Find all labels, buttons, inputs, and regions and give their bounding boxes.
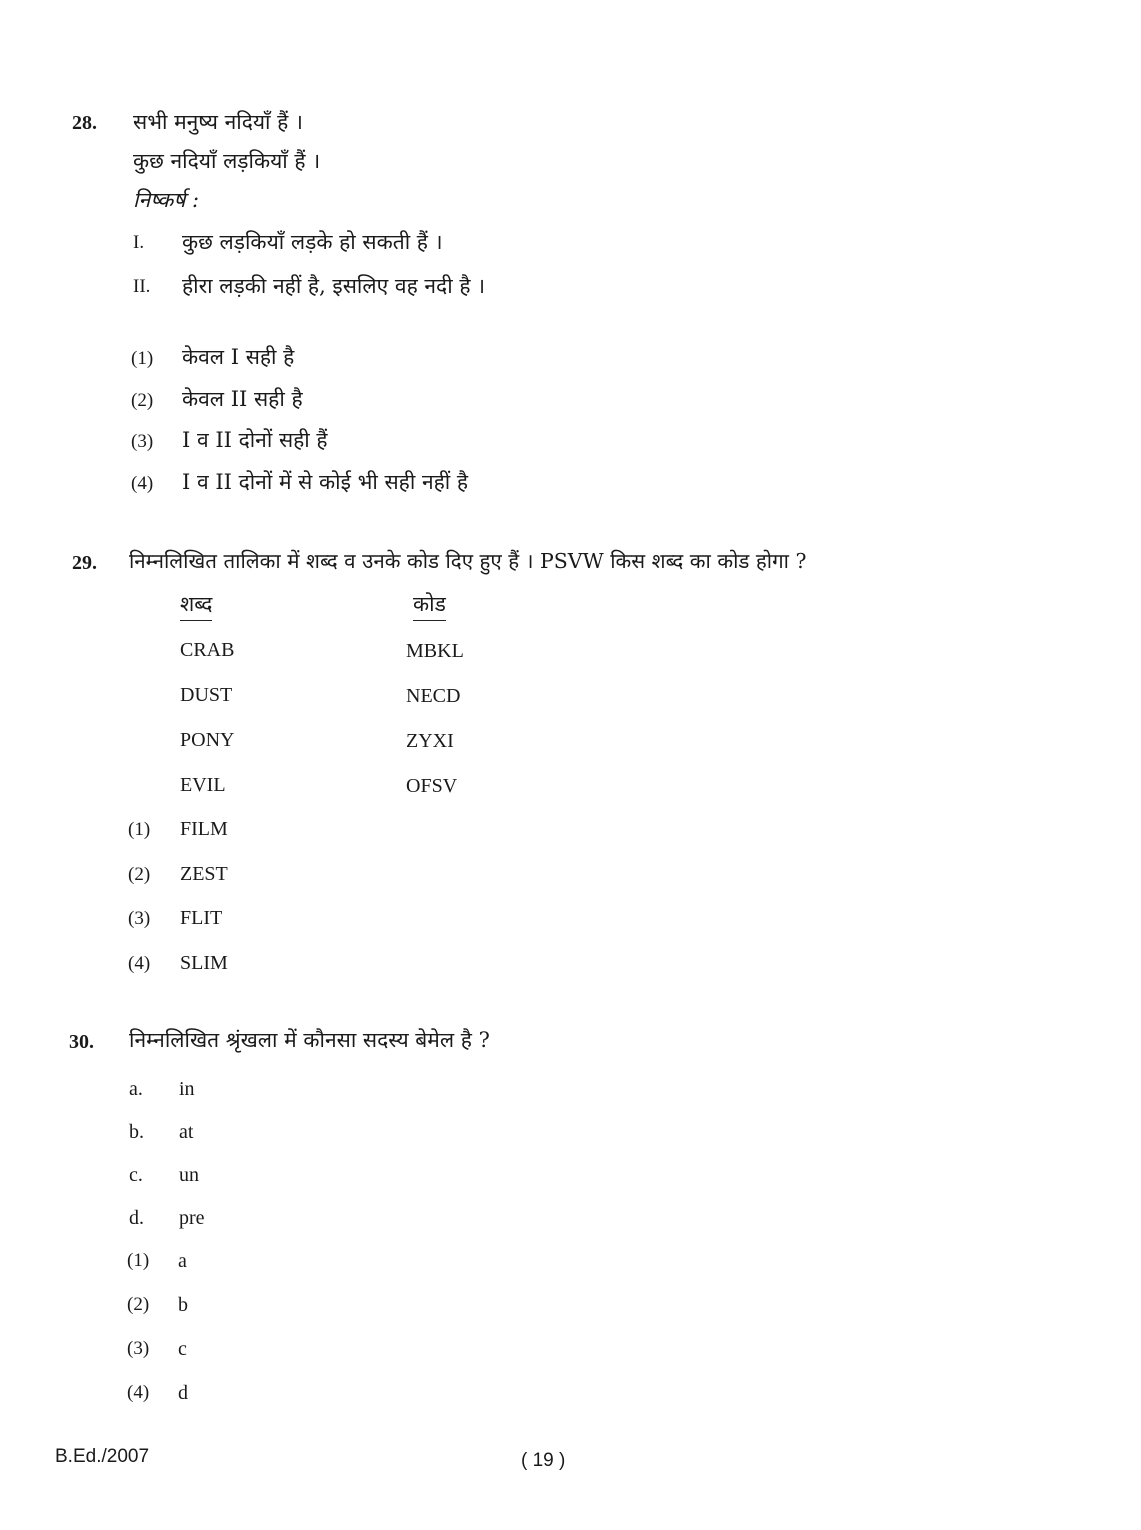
table-word: PONY <box>180 729 235 751</box>
table-header-code: कोड <box>413 590 446 621</box>
option-number: (4) <box>131 473 154 494</box>
conclusion-number: II. <box>133 276 151 297</box>
option-text: c <box>178 1338 187 1360</box>
option-text: FLIT <box>180 907 223 929</box>
series-item: un <box>179 1164 199 1186</box>
option-text: a <box>178 1250 187 1272</box>
question-number: 29. <box>72 552 97 574</box>
option-text: b <box>178 1294 188 1316</box>
question-number: 30. <box>69 1031 94 1053</box>
option-text: I व II दोनों में से कोई भी सही नहीं है <box>182 470 469 494</box>
table-code: NECD <box>406 685 461 707</box>
question-text: निम्नलिखित तालिका में शब्द व उनके कोड दिए हुए हैं । PSVW किस शब्द का कोड होगा ? <box>129 549 807 573</box>
series-label: d. <box>129 1207 144 1229</box>
option-number: (1) <box>131 348 154 369</box>
option-number: (3) <box>131 431 154 452</box>
option-number: (2) <box>128 864 151 885</box>
option-number: (2) <box>127 1294 150 1315</box>
table-word: EVIL <box>180 774 226 796</box>
question-number: 28. <box>72 112 97 134</box>
option-text: केवल I सही है <box>182 345 295 369</box>
series-item: in <box>179 1078 195 1100</box>
option-text: I व II दोनों सही हैं <box>182 428 328 452</box>
page-number: ( 19 ) <box>521 1450 566 1471</box>
option-text: SLIM <box>180 952 228 974</box>
table-code: OFSV <box>406 775 458 797</box>
question-text: निम्नलिखित श्रृंखला में कौनसा सदस्य बेमेल है ? <box>129 1028 490 1052</box>
table-code: ZYXI <box>406 730 454 752</box>
table-word: CRAB <box>180 639 235 661</box>
conclusion-text: हीरा लड़की नहीं है, इसलिए वह नदी है । <box>182 274 486 298</box>
option-number: (4) <box>128 953 151 974</box>
footer-exam-code: B.Ed./2007 <box>55 1446 150 1467</box>
option-number: (3) <box>128 908 151 929</box>
series-label: b. <box>129 1121 144 1143</box>
conclusion-number: I. <box>133 232 145 253</box>
table-word: DUST <box>180 684 233 706</box>
option-text: केवल II सही है <box>182 387 303 411</box>
series-item: at <box>179 1121 194 1143</box>
option-number: (1) <box>127 1250 150 1271</box>
premise-1: सभी मनुष्य नदियाँ हैं । <box>133 110 303 134</box>
table-header-word: शब्द <box>180 590 212 621</box>
option-text: d <box>178 1382 188 1404</box>
option-text: FILM <box>180 818 228 840</box>
option-number: (3) <box>127 1338 150 1359</box>
premise-2: कुछ नदियाँ लड़कियाँ हैं । <box>133 149 321 173</box>
conclusion-label: निष्कर्ष : <box>133 188 200 212</box>
series-label: c. <box>129 1164 143 1186</box>
series-label: a. <box>129 1078 143 1100</box>
table-code: MBKL <box>406 640 464 662</box>
option-number: (2) <box>131 390 154 411</box>
conclusion-text: कुछ लड़कियाँ लड़के हो सकती हैं । <box>182 230 443 254</box>
option-number: (4) <box>127 1382 150 1403</box>
option-number: (1) <box>128 819 151 840</box>
option-text: ZEST <box>180 863 228 885</box>
series-item: pre <box>179 1207 205 1229</box>
